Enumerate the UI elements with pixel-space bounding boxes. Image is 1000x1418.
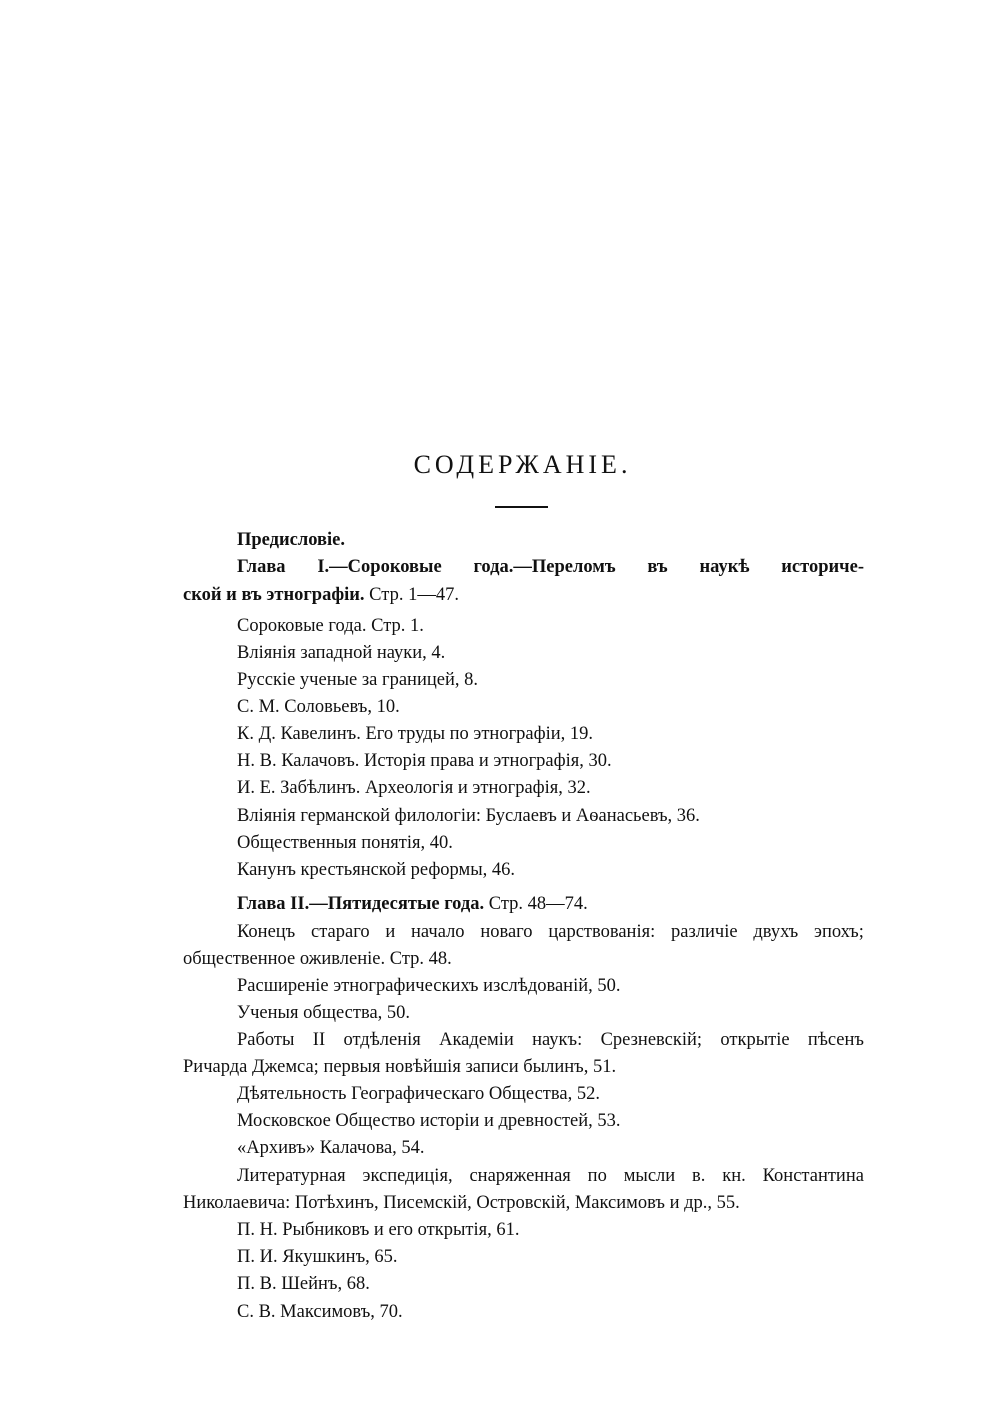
word: стараго	[311, 922, 370, 942]
title-rule	[495, 506, 548, 508]
word: наукъ:	[532, 1030, 583, 1050]
toc-entry: Московское Общество исторіи и древностей, 53.	[237, 1111, 621, 1131]
toc-entry: Н. В. Калачовъ. Исторія права и этнографія, 30.	[237, 751, 612, 771]
word: эпохъ;	[814, 922, 864, 942]
chapter2-s8-line1	[237, 1164, 864, 1188]
toc-entry: Вліянія германской филологіи: Буслаевъ и Аѳанасьевъ, 36.	[237, 806, 700, 826]
toc-entry: Общественныя понятія, 40.	[237, 833, 453, 853]
toc-entry: Дѣятельность Географическаго Общества, 52.	[237, 1084, 600, 1104]
toc-entry: С. В. Максимовъ, 70.	[237, 1302, 403, 1322]
word: начало	[411, 922, 465, 942]
word: и	[385, 922, 396, 942]
word: кн.	[722, 1166, 746, 1186]
toc-entry: Ученыя общества, 50.	[237, 1003, 411, 1023]
chapter2-s4-line1	[237, 1028, 864, 1052]
toc-entry: П. Н. Рыбниковъ и его открытія, 61.	[237, 1220, 520, 1240]
toc-entry: С. М. Соловьевъ, 10.	[237, 697, 400, 717]
toc-entry: Ричарда Джемса; первыя новѣйшія записи былинъ, 51.	[183, 1057, 617, 1077]
word: в.	[692, 1166, 706, 1186]
toc-entry: Вліянія западной науки, 4.	[237, 643, 446, 663]
word: I.—Сороковые	[317, 557, 442, 577]
word: царствованія:	[548, 922, 656, 942]
chapter1-pages: Стр. 1—47.	[364, 585, 459, 605]
toc-entry: Сороковые года. Стр. 1.	[237, 616, 424, 636]
word: Глава	[237, 557, 286, 577]
toc-entry: П. В. Шейнъ, 68.	[237, 1274, 370, 1294]
word: Конецъ	[237, 922, 296, 942]
chapter1-heading-bold: ской и въ этнографіи.	[183, 585, 365, 605]
toc-entry: Канунъ крестьянской реформы, 46.	[237, 860, 516, 880]
word: II	[312, 1030, 326, 1050]
page-title: СОДЕРЖАНІЕ.	[413, 450, 632, 479]
chapter2-pages: Стр. 48—74.	[484, 894, 588, 914]
word: снаряженная	[469, 1166, 571, 1186]
chapter1-heading-line2	[183, 583, 459, 607]
word: пѣсенъ	[807, 1030, 864, 1050]
chapter2-heading-bold: Глава II.—Пятидесятые года.	[237, 894, 485, 914]
chapter2-heading	[237, 892, 588, 916]
word: различіе	[671, 922, 738, 942]
toc-entry: Расширеніе этнографическихъ изслѣдованій, 50.	[237, 976, 621, 996]
word: Срезневскій;	[600, 1030, 703, 1050]
toc-entry: Русскіе ученые за границей, 8.	[237, 670, 478, 690]
word: отдѣленія	[343, 1030, 421, 1050]
word: экспедиція,	[362, 1166, 453, 1186]
word: историче-	[781, 557, 864, 577]
toc-entry: И. Е. Забѣлинъ. Археологія и этнографія, 32.	[237, 778, 591, 798]
word: года.—Переломъ	[473, 557, 616, 577]
word: открытіе	[720, 1030, 790, 1050]
word: мысли	[623, 1166, 676, 1186]
word: Работы	[237, 1030, 295, 1050]
toc-entry: П. И. Якушкинъ, 65.	[237, 1247, 398, 1267]
toc-entry: Николаевича: Потѣхинъ, Писемскій, Островскій, Максимовъ и др., 55.	[183, 1193, 740, 1213]
preface-entry: Предисловіе.	[237, 530, 346, 550]
toc-entry: К. Д. Кавелинъ. Его труды по этнографіи, 19.	[237, 724, 594, 744]
toc-entry: «Архивъ» Калачова, 54.	[237, 1138, 425, 1158]
word: въ	[647, 557, 668, 577]
word: Константина	[762, 1166, 864, 1186]
chapter1-heading-line1	[237, 555, 864, 579]
toc-entry: общественное оживленіе. Стр. 48.	[183, 949, 452, 969]
word: двухъ	[753, 922, 799, 942]
chapter2-s1-line1	[237, 920, 864, 944]
word: по	[587, 1166, 607, 1186]
word: наукѣ	[699, 557, 750, 577]
word: Литературная	[237, 1166, 346, 1186]
word: Академіи	[439, 1030, 514, 1050]
word: новаго	[480, 922, 533, 942]
